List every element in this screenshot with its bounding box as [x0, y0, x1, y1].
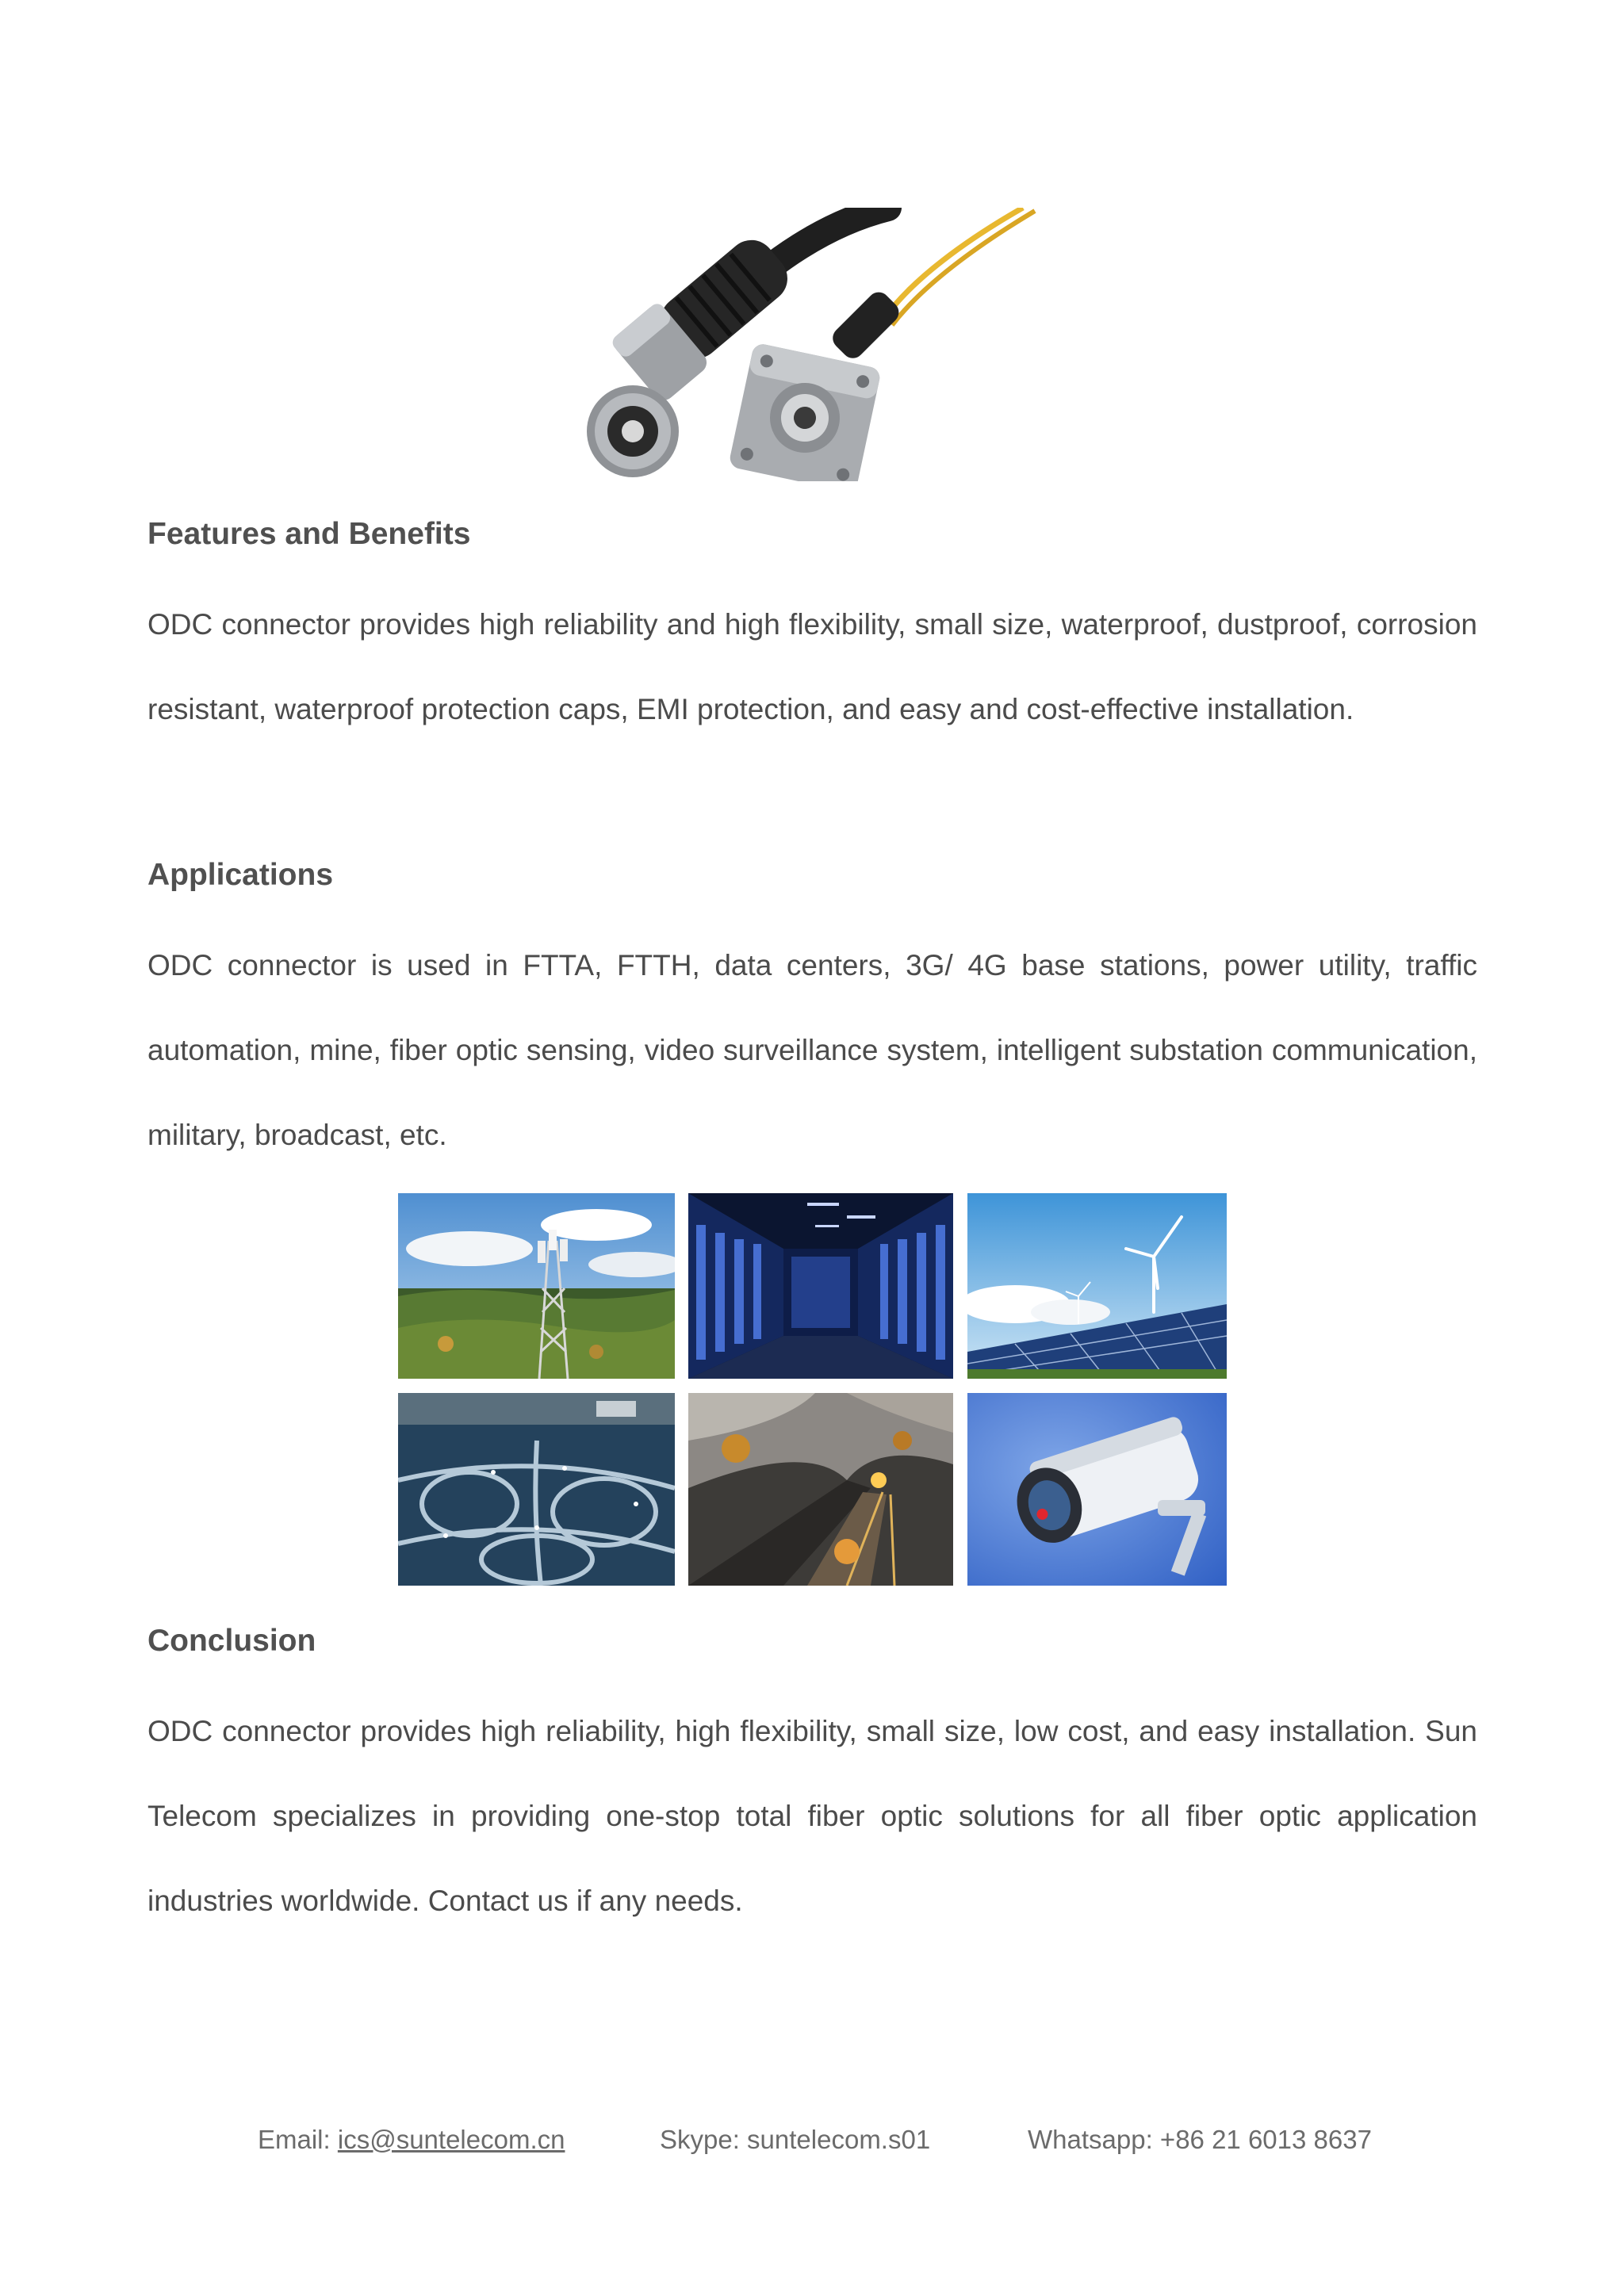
conclusion-paragraph: ODC connector provides high reliability, high flexibility, small size, low cost, and easy installation. Sun Telecom specializes in providing one-stop total fiber optic solutions for all fiber optic application industries worldwide. Contact us if any needs.	[147, 1715, 1477, 1917]
footer-email	[258, 2126, 565, 2152]
photo-renewable-energy	[967, 1193, 1227, 1379]
footer-email-label: Email:	[258, 2125, 338, 2154]
photo-mine-tunnel	[688, 1393, 953, 1586]
photo-surveillance-camera	[967, 1393, 1227, 1586]
conclusion-heading: Conclusion	[147, 1624, 316, 1658]
features-heading: Features and Benefits	[147, 517, 471, 551]
footer-skype: Skype: suntelecom.s01	[660, 2125, 931, 2154]
odc-connector-illustration	[571, 208, 1047, 481]
photo-cell-tower	[398, 1193, 675, 1379]
applications-paragraph: ODC connector is used in FTTA, FTTH, data centers, 3G/ 4G base stations, power utility, traffic automation, mine, fiber optic sensing, video surveillance system, intelligent substation communication, military, broadcast, etc.	[147, 949, 1477, 1151]
applications-photo-grid	[398, 1193, 1227, 1586]
odc-connector-product-image	[571, 208, 1047, 481]
footer-whatsapp: Whatsapp: +86 21 6013 8637	[1028, 2125, 1372, 2154]
photo-traffic-interchange	[398, 1393, 675, 1586]
applications-heading: Applications	[147, 858, 334, 892]
photo-data-center	[688, 1193, 953, 1379]
footer-email-link[interactable]: ics@suntelecom.cn	[337, 2125, 565, 2154]
features-paragraph: ODC connector provides high reliability and high flexibility, small size, waterproof, dustproof, corrosion resistant, waterproof protection caps, EMI protection, and easy and cost-effective installation.	[147, 608, 1477, 725]
